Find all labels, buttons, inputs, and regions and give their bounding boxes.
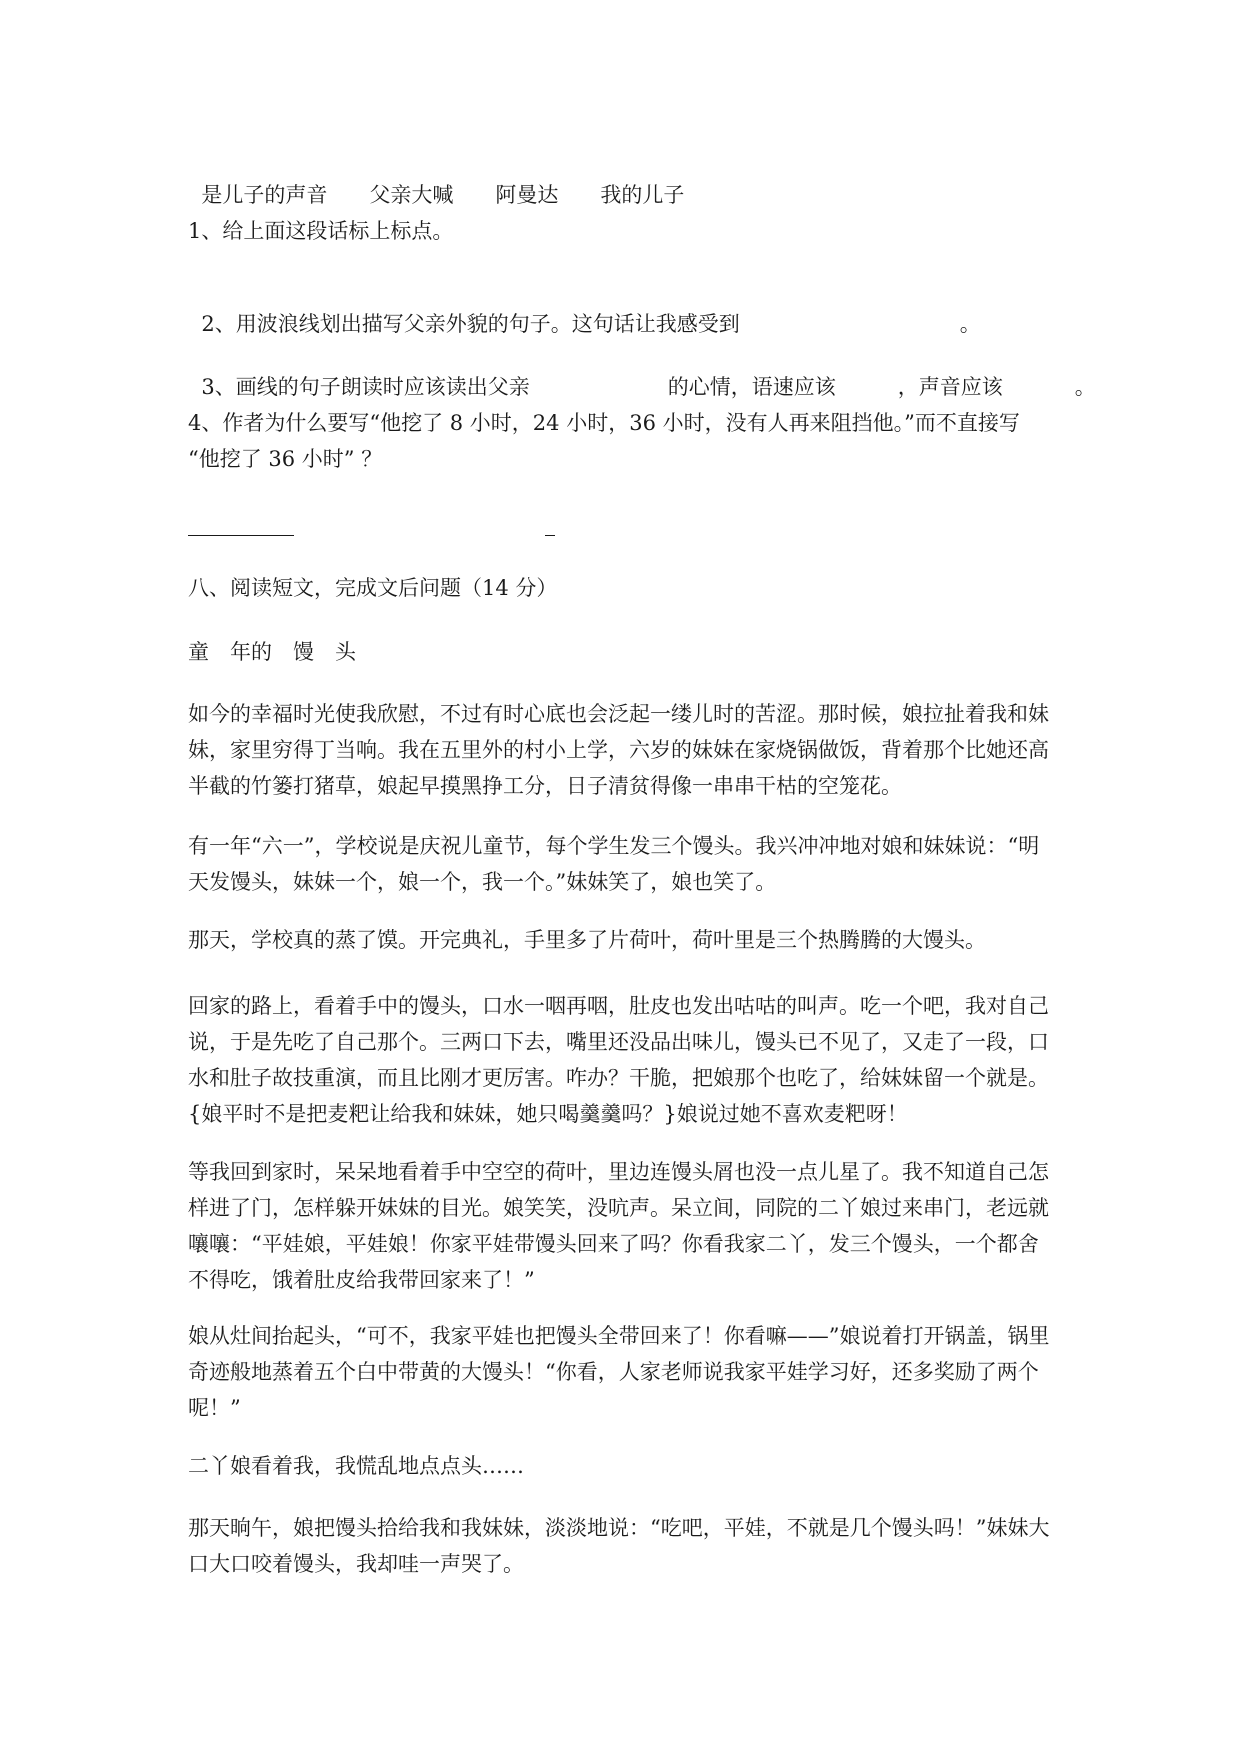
- story-paragraph: 那天晌午，娘把馒头拾给我和我妹妹，淡淡地说：“吃吧，平娃，不就是几个馒头吗！”妹妹大口大口咬着馒头，我却哇一声哭了。: [188, 1516, 1050, 1576]
- question-2-text: 2、用波浪线划出描写父亲外貌的句子。这句话让我感受到: [201, 312, 740, 336]
- story-paragraph: 二丫娘看着我，我慌乱地点点头……: [188, 1454, 524, 1478]
- answer-blank-line: [545, 535, 555, 536]
- question-2: [188, 279, 981, 339]
- question-1: 1、给上面这段话标上标点。: [188, 219, 454, 243]
- passage-fragment: [188, 150, 684, 210]
- question-3-part-c: ，声音应该: [897, 375, 1003, 399]
- question-3-part-a: 3、画线的句子朗读时应该读出父亲: [201, 375, 530, 399]
- story-paragraph: 有一年“六一”，学校说是庆祝儿童节，每个学生发三个馒头。我兴冲冲地对娘和妹妹说：“明天发馒头，妹妹一个，娘一个，我一个。”妹妹笑了，娘也笑了。: [188, 834, 1040, 894]
- question-3: [188, 342, 1096, 402]
- answer-blank-line: [188, 535, 294, 536]
- fragment-part: 阿曼达: [495, 183, 559, 207]
- question-2-end: 。: [959, 312, 981, 336]
- fragment-part: 我的儿子: [600, 183, 685, 207]
- story-paragraph: 等我回到家时，呆呆地看着手中空空的荷叶，里边连馒头屑也没一点儿星了。我不知道自己怎样进了门，怎样躲开妹妹的目光。娘笑笑，没吭声。呆立间，同院的二丫娘过来串门，老远就嚷嚷：“平娃娘，平娃娘！你家平娃带馒头回来了吗？你看我家二丫，发三个馒头，一个都舍不得吃，饿着肚皮给我带回家来了！”: [188, 1160, 1049, 1292]
- story-paragraph: 那天，学校真的蒸了馍。开完典礼，手里多了片荷叶，荷叶里是三个热腾腾的大馒头。: [188, 928, 986, 952]
- fragment-part: 父亲大喊: [369, 183, 454, 207]
- section-heading: 八、阅读短文，完成文后问题（14 分）: [188, 576, 558, 600]
- story-paragraph: 娘从灶间抬起头，“可不，我家平娃也把馒头全带回来了！你看嘛——”娘说着打开锅盖，锅里奇迹般地蒸着五个白中带黄的大馒头！“你看，人家老师说我家平娃学习好，还多奖励了两个呢！”: [188, 1324, 1050, 1420]
- fragment-part: 是儿子的声音: [201, 183, 328, 207]
- question-3-end: 。: [1074, 375, 1096, 399]
- question-4-line-1: 4、作者为什么要写“他挖了 8 小时，24 小时，36 小时，没有人再来阻挡他。”而不直接写: [188, 411, 1020, 435]
- story-paragraph: 回家的路上，看着手中的馒头，口水一咽再咽，肚皮也发出咕咕的叫声。吃一个吧，我对自己说，于是先吃了自己那个。三两口下去，嘴里还没品出味儿，馒头已不见了，又走了一段，口水和肚子故技重演，而且比刚才更厉害。咋办？干脆，把娘那个也吃了，给妹妹留一个就是。{娘平时不是把麦粑让给我和妹妹，她只喝羹羹吗？}娘说过她不喜欢麦粑呀！: [188, 994, 1049, 1126]
- story-title: 童 年的 馒 头: [188, 640, 356, 664]
- question-3-part-b: 的心情，语速应该: [667, 375, 836, 399]
- story-paragraph: 如今的幸福时光使我欣慰，不过有时心底也会泛起一缕儿时的苦涩。那时候，娘拉扯着我和妹妹，家里穷得丁当响。我在五里外的村小上学，六岁的妹妹在家烧锅做饭，背着那个比她还高半截的竹篓打猪草，娘起早摸黑挣工分，日子清贫得像一串串干枯的空笼花。: [188, 702, 1049, 798]
- question-4-line-2: “他挖了 36 小时” ？: [188, 447, 383, 471]
